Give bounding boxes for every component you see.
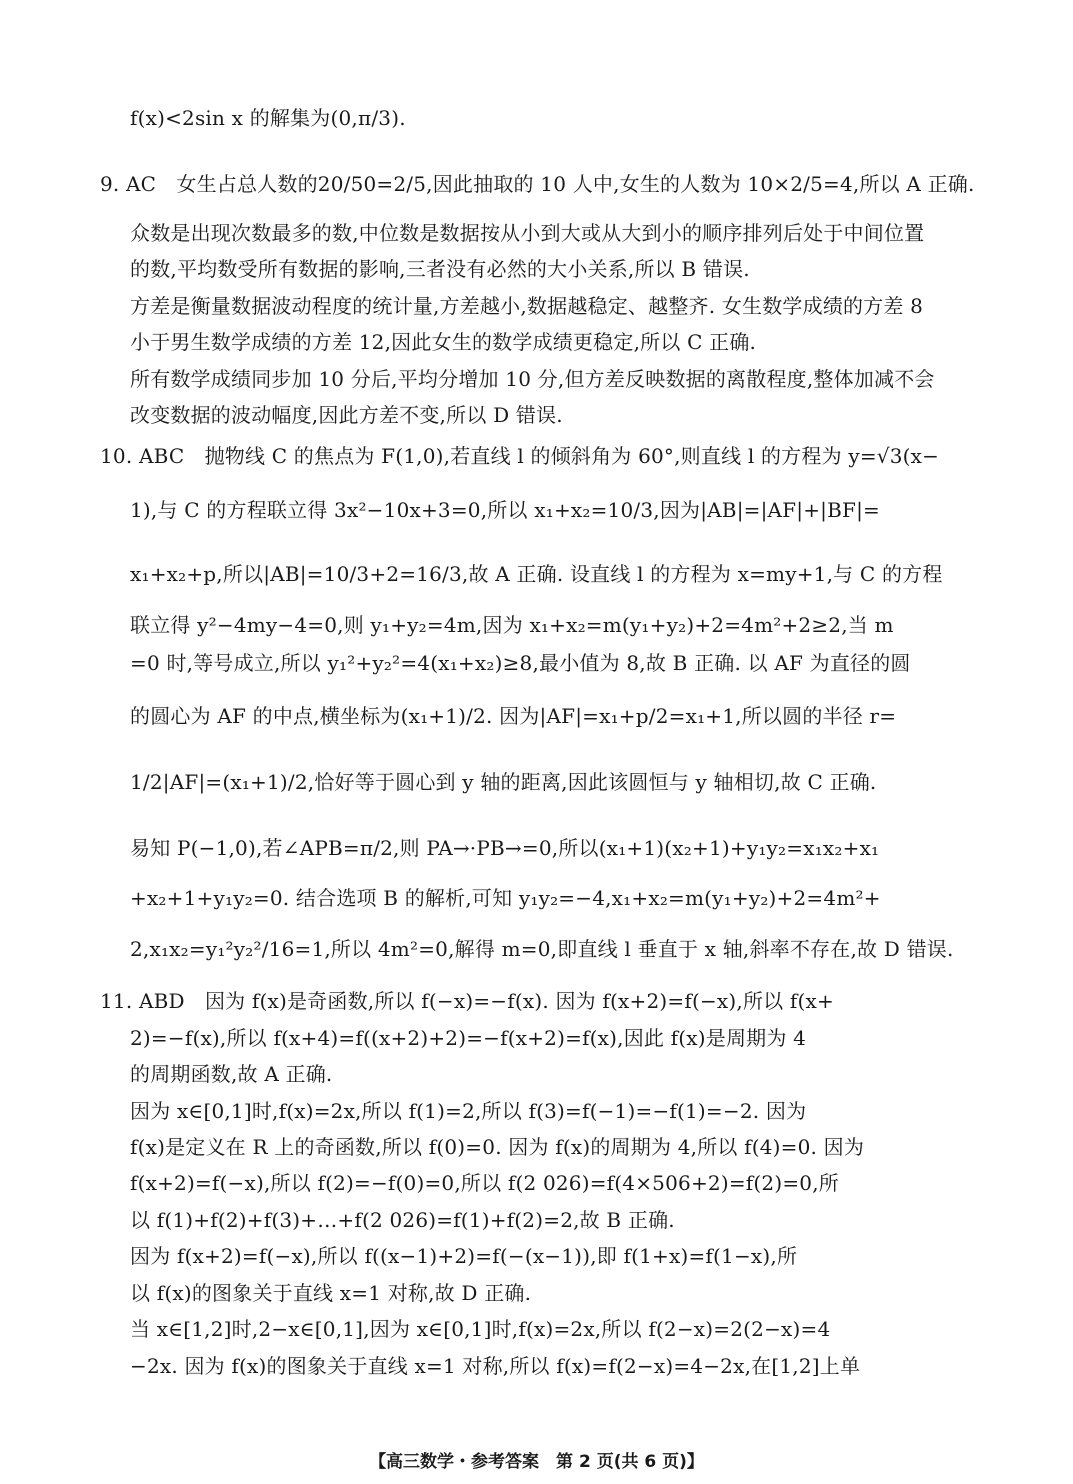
text-line: f(x)<2sin x 的解集为(0,π/3). [130, 106, 406, 130]
page-footer: 【高三数学・参考答案 第 2 页(共 6 页)】 [369, 1452, 704, 1472]
text-line: 当 x∈[1,2]时,2−x∈[0,1],因为 x∈[0,1]时,f(x)=2x,所以 f(2−x)=2(2−x)=4 [130, 1317, 831, 1341]
text-line: 易知 P(−1,0),若∠APB=π/2,则 PA→·PB→=0,所以(x₁+1)(x₂+1)+y₁y₂=x₁x₂+x₁ [130, 836, 880, 860]
text-line: 的周期函数,故 A 正确. [130, 1062, 333, 1086]
question-10-line: 10. ABC 抛物线 C 的焦点为 F(1,0),若直线 l 的倾斜角为 60°,则直线 l 的方程为 y=√3(x− [100, 444, 940, 468]
text-line: 1),与 C 的方程联立得 3x²−10x+3=0,所以 x₁+x₂=10/3,因为|AB|=|AF|+|BF|= [130, 498, 880, 522]
text-line: =0 时,等号成立,所以 y₁²+y₂²=4(x₁+x₂)≥8,最小值为 8,故 B 正确. 以 AF 为直径的圆 [130, 651, 911, 675]
text-line: 改变数据的波动幅度,因此方差不变,所以 D 错误. [130, 403, 563, 427]
text-line: x₁+x₂+p,所以|AB|=10/3+2=16/3,故 A 正确. 设直线 l 的方程为 x=my+1,与 C 的方程 [130, 562, 943, 586]
text-line: 所有数学成绩同步加 10 分后,平均分增加 10 分,但方差反映数据的离散程度,整体加减不会 [130, 367, 935, 391]
text-line: 的数,平均数受所有数据的影响,三者没有必然的大小关系,所以 B 错误. [130, 257, 750, 281]
text-line: +x₂+1+y₁y₂=0. 结合选项 B 的解析,可知 y₁y₂=−4,x₁+x₂=m(y₁+y₂)+2=4m²+ [130, 886, 881, 910]
text-line: 2)=−f(x),所以 f(x+4)=f((x+2)+2)=−f(x+2)=f(x),因此 f(x)是周期为 4 [130, 1026, 807, 1050]
text-line: 以 f(1)+f(2)+f(3)+…+f(2 026)=f(1)+f(2)=2,故 B 正确. [130, 1208, 675, 1232]
text-line: 因为 x∈[0,1]时,f(x)=2x,所以 f(1)=2,所以 f(3)=f(−1)=−f(1)=−2. 因为 [130, 1099, 807, 1123]
question-9-line: 9. AC 女生占总人数的20/50=2/5,因此抽取的 10 人中,女生的人数为 10×2/5=4,所以 A 正确. [100, 172, 975, 196]
text-line: 联立得 y²−4my−4=0,则 y₁+y₂=4m,因为 x₁+x₂=m(y₁+y₂)+2=4m²+2≥2,当 m [130, 613, 894, 637]
text-line: 小于男生数学成绩的方差 12,因此女生的数学成绩更稳定,所以 C 正确. [130, 330, 757, 354]
text-line: 1/2|AF|=(x₁+1)/2,恰好等于圆心到 y 轴的距离,因此该圆恒与 y 轴相切,故 C 正确. [130, 770, 877, 794]
text-line: 方差是衡量数据波动程度的统计量,方差越小,数据越稳定、越整齐. 女生数学成绩的方差 8 [130, 294, 924, 318]
text-line: 因为 f(x+2)=f(−x),所以 f((x−1)+2)=f(−(x−1)),即 f(1+x)=f(1−x),所 [130, 1244, 798, 1268]
text-line: 2,x₁x₂=y₁²y₂²/16=1,所以 4m²=0,解得 m=0,即直线 l 垂直于 x 轴,斜率不存在,故 D 错误. [130, 937, 954, 961]
text-line: 众数是出现次数最多的数,中位数是数据按从小到大或从大到小的顺序排列后处于中间位置 [130, 221, 925, 245]
text-line: f(x+2)=f(−x),所以 f(2)=−f(0)=0,所以 f(2 026)=f(4×506+2)=f(2)=0,所 [130, 1171, 839, 1195]
text-line: f(x)是定义在 R 上的奇函数,所以 f(0)=0. 因为 f(x)的周期为 4,所以 f(4)=0. 因为 [130, 1135, 865, 1159]
question-11-line: 11. ABD 因为 f(x)是奇函数,所以 f(−x)=−f(x). 因为 f(x+2)=f(−x),所以 f(x+ [100, 989, 834, 1013]
text-line: −2x. 因为 f(x)的图象关于直线 x=1 对称,所以 f(x)=f(2−x)=4−2x,在[1,2]上单 [130, 1354, 861, 1378]
text-line: 以 f(x)的图象关于直线 x=1 对称,故 D 正确. [130, 1281, 532, 1305]
text-line: 的圆心为 AF 的中点,横坐标为(x₁+1)/2. 因为|AF|=x₁+p/2=x₁+1,所以圆的半径 r= [130, 704, 897, 728]
